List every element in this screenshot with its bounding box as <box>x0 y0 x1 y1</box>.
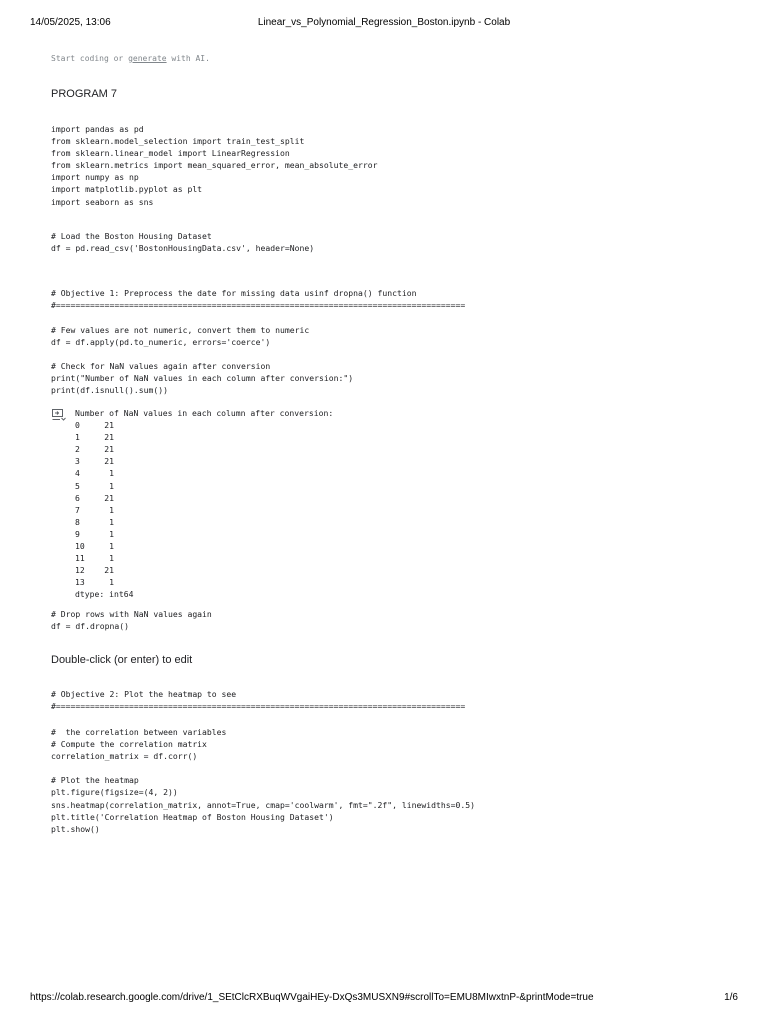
program-heading[interactable]: PROGRAM 7 <box>51 88 118 100</box>
page-url: https://colab.research.google.com/drive/1_SEtClcRXBuqWVgaiHEy-DxQs3MUSXN9#scrollTo=EMU8MIwxtnP-&printMode=true <box>30 992 594 1003</box>
print-footer <box>0 992 768 1008</box>
nan-count-output: Number of NaN values in each column after conversion: 0 21 1 21 2 21 3 21 4 1 5 1 6 21 7 1 8 1 9 1 10 1 11 1 12 21 13 1 dtype: int64 <box>75 408 334 600</box>
imports-code-cell[interactable]: import pandas as pd from sklearn.model_selection import train_test_split from sklearn.linear_model import LinearRegression from sklearn.metrics import mean_squared_error, mean_absolute_error import numpy as np import matplotlib.pyplot as plt import seaborn as sns <box>51 124 378 207</box>
output-arrow-glyph <box>52 409 66 421</box>
convert-numeric-code-cell[interactable]: # Few values are not numeric, convert them to numeric df = df.apply(pd.to_numeric, errors='coerce') # Check for NaN values again after conversion print("Number of NaN values in each column after conversion:") print(df.isnull().sum()) <box>51 325 354 396</box>
load-dataset-code-cell[interactable]: # Load the Boston Housing Dataset df = pd.read_csv('BostonHousingData.csv', header=None) <box>51 231 315 254</box>
objective2-code-cell[interactable]: # Objective 2: Plot the heatmap to see #==================================================================================== <box>51 689 466 712</box>
print-datetime: 14/05/2025, 13:06 <box>30 17 111 28</box>
edit-hint-text-cell[interactable]: Double-click (or enter) to edit <box>51 654 193 666</box>
hint-suffix: with AI. <box>166 54 210 63</box>
print-header <box>0 17 768 33</box>
empty-cell-hint[interactable] <box>51 54 210 63</box>
page-number: 1/6 <box>724 992 738 1003</box>
output-arrow-icon[interactable] <box>52 408 66 420</box>
heatmap-code-cell[interactable]: # the correlation between variables # Compute the correlation matrix correlation_matrix = df.corr() # Plot the heatmap plt.figure(figsize=(4, 2)) sns.heatmap(correlation_matrix, annot=True, cmap='coolwarm', fmt=".2f", linewidths=0.5) plt.title('Correlation Heatmap of Boston Housing Dataset') plt.show() <box>51 727 475 834</box>
notebook-title: Linear_vs_Polynomial_Regression_Boston.ipynb - Colab <box>257 17 511 28</box>
objective1-code-cell[interactable]: # Objective 1: Preprocess the date for missing data usinf dropna() function #==================================================================================== <box>51 288 466 311</box>
dropna-code-cell[interactable]: # Drop rows with NaN values again df = df.dropna() <box>51 609 212 632</box>
generate-link[interactable]: generate <box>128 54 167 63</box>
hint-prefix: Start coding or <box>51 54 129 63</box>
